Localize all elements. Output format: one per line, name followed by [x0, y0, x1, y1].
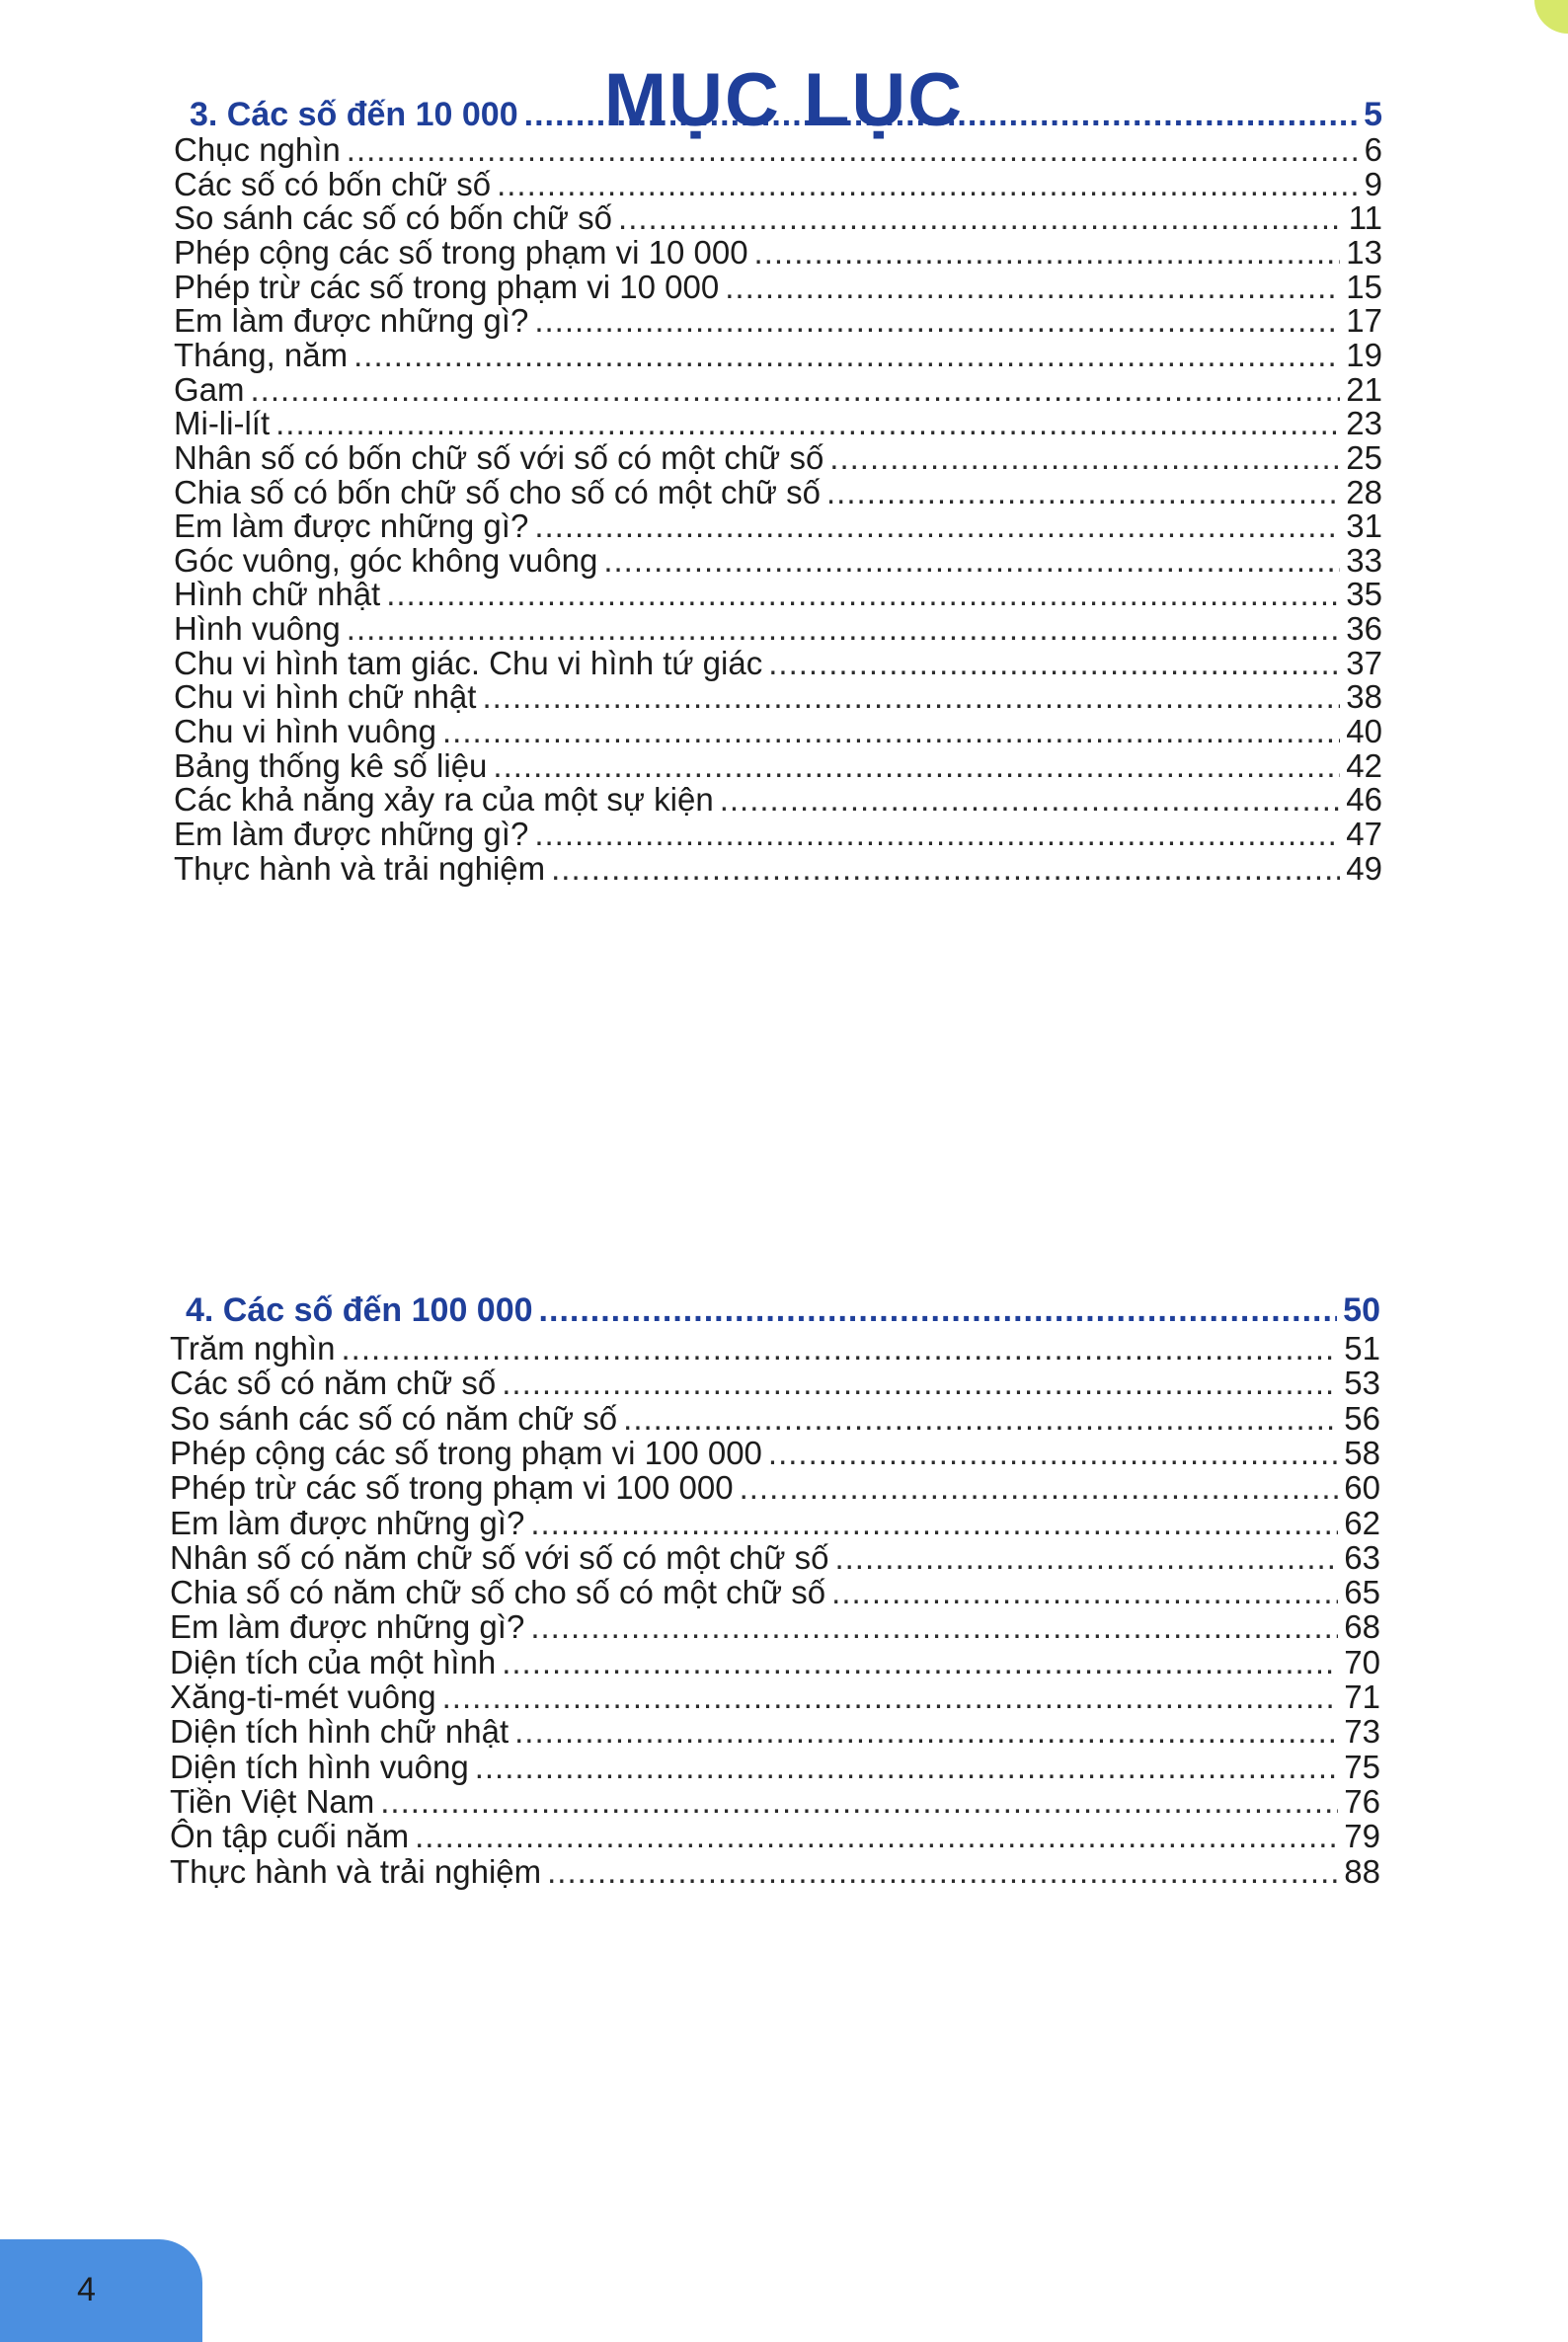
toc-entry-title: Ôn tập cuối năm: [170, 1818, 410, 1854]
toc-entry-page: 23: [1346, 405, 1382, 441]
toc-entry-title: Chu vi hình chữ nhật: [174, 678, 477, 715]
toc-entry-title: Em làm được những gì?: [174, 507, 529, 544]
toc-entry-title: Hình vuông: [174, 610, 341, 647]
toc-entry-page: 47: [1346, 816, 1382, 852]
toc-entry-title: Phép cộng các số trong phạm vi 10 000: [174, 234, 748, 271]
toc-entry-title: Tiền Việt Nam: [170, 1783, 375, 1820]
toc-entry-page: 40: [1346, 713, 1382, 749]
toc-entry-title: Em làm được những gì?: [174, 302, 529, 339]
toc-entry-page: 79: [1344, 1818, 1380, 1854]
toc-entry-page: 60: [1344, 1469, 1380, 1506]
toc-entry-page: 58: [1344, 1435, 1380, 1471]
toc-entry-page: 53: [1344, 1365, 1380, 1401]
toc-entry-title: Bảng thống kê số liệu: [174, 747, 488, 784]
toc-entry-page: 75: [1344, 1749, 1380, 1785]
toc-entry-title: So sánh các số có bốn chữ số: [174, 199, 613, 236]
toc-entry-title: Diện tích hình chữ nhật: [170, 1713, 510, 1750]
toc-entry-title: So sánh các số có năm chữ số: [170, 1400, 618, 1437]
page-tab: [0, 2239, 202, 2342]
toc-entry-page: 63: [1344, 1539, 1380, 1576]
toc-entry-title: Chu vi hình vuông: [174, 713, 437, 749]
toc-entry-page: 17: [1346, 302, 1382, 339]
toc-entry-title: Chia số có năm chữ số cho số có một chữ số: [170, 1574, 826, 1610]
toc-entry-title: Xăng-ti-mét vuông: [170, 1678, 436, 1715]
toc-entry-page: 25: [1346, 439, 1382, 476]
toc-entry-title: Các khả năng xảy ra của một sự kiện: [174, 781, 714, 818]
chapter-heading[interactable]: [186, 1288, 1380, 1332]
toc-entry-title: Các số có bốn chữ số: [174, 166, 492, 202]
toc-entry-title: Gam: [174, 371, 245, 408]
toc-entry-title: Nhân số có bốn chữ số với số có một chữ số: [174, 439, 824, 476]
dot-leader: [551, 847, 1340, 891]
chapter-heading-page: 50: [1343, 1291, 1380, 1329]
toc-entry-page: 15: [1346, 269, 1382, 305]
toc-entry-page: 6: [1364, 131, 1382, 168]
toc-entry-page: 21: [1346, 371, 1382, 408]
corner-decoration: [1534, 0, 1568, 34]
toc-entry-page: 71: [1344, 1678, 1380, 1715]
toc-entry-title: Phép cộng các số trong phạm vi 100 000: [170, 1435, 762, 1471]
page-title: MỤC LỤC: [603, 58, 965, 142]
toc-entry-title: Chục nghìn: [174, 131, 341, 168]
toc-entry-page: 11: [1348, 199, 1382, 236]
toc-entry-page: 46: [1346, 781, 1382, 818]
toc-entry-title: Em làm được những gì?: [174, 816, 529, 852]
toc-entry-title: Em làm được những gì?: [170, 1505, 525, 1541]
toc-entry-title: Góc vuông, góc không vuông: [174, 542, 598, 579]
toc-entry-page: 38: [1346, 678, 1382, 715]
toc-entry-title: Các số có năm chữ số: [170, 1365, 497, 1401]
toc-entry-page: 51: [1344, 1330, 1380, 1366]
chapter-heading-title: 4. Các số đến 100 000: [186, 1291, 533, 1329]
toc-entry-title: Chu vi hình tam giác. Chu vi hình tứ giác: [174, 645, 763, 681]
toc-entry-title: Thực hành và trải nghiệm: [174, 850, 546, 887]
toc-entry-page: 62: [1344, 1505, 1380, 1541]
toc-entry-title: Trăm nghìn: [170, 1330, 336, 1366]
toc-entry-page: 56: [1344, 1400, 1380, 1437]
toc-entry[interactable]: [174, 847, 1382, 891]
toc-entry-page: 42: [1346, 747, 1382, 784]
toc-entry-title: Phép trừ các số trong phạm vi 100 000: [170, 1469, 734, 1506]
toc-entry-title: Mi-li-lít: [174, 405, 271, 441]
dot-leader: [539, 1288, 1338, 1332]
toc-entry-page: 35: [1346, 576, 1382, 612]
toc-entry-page: 33: [1346, 542, 1382, 579]
page-number: 4: [77, 2271, 96, 2308]
chapter-heading-title: 3. Các số đến 10 000: [190, 96, 518, 133]
toc-entry-page: 76: [1344, 1783, 1380, 1820]
toc-entry-page: 36: [1346, 610, 1382, 647]
toc-entry-title: Diện tích của một hình: [170, 1644, 497, 1680]
toc-entry-page: 9: [1364, 166, 1382, 202]
toc-entry-title: Em làm được những gì?: [170, 1608, 525, 1645]
toc-entry-title: Chia số có bốn chữ số cho số có một chữ số: [174, 474, 822, 510]
dot-leader: [547, 1850, 1338, 1894]
toc-entry-page: 37: [1346, 645, 1382, 681]
toc-entry-page: 19: [1346, 337, 1382, 373]
toc-entry-title: Thực hành và trải nghiệm: [170, 1853, 542, 1890]
toc-entry-page: 13: [1346, 234, 1382, 271]
toc-entry-page: 73: [1344, 1713, 1380, 1750]
toc-entry-page: 49: [1346, 850, 1382, 887]
toc-entry-page: 70: [1344, 1644, 1380, 1680]
toc-entry[interactable]: [170, 1850, 1380, 1894]
toc-entry-title: Phép trừ các số trong phạm vi 10 000: [174, 269, 720, 305]
toc-entry-page: 88: [1344, 1853, 1380, 1890]
toc-entry-title: Nhân số có năm chữ số với số có một chữ số: [170, 1539, 829, 1576]
toc-entry-page: 28: [1346, 474, 1382, 510]
toc-entry-page: 65: [1344, 1574, 1380, 1610]
toc-entry-page: 31: [1346, 507, 1382, 544]
toc-entry-title: Diện tích hình vuông: [170, 1749, 469, 1785]
toc-entry-title: Hình chữ nhật: [174, 576, 381, 612]
toc-entry-title: Tháng, năm: [174, 337, 349, 373]
chapter-heading-page: 5: [1364, 96, 1382, 133]
toc-entry-page: 68: [1344, 1608, 1380, 1645]
